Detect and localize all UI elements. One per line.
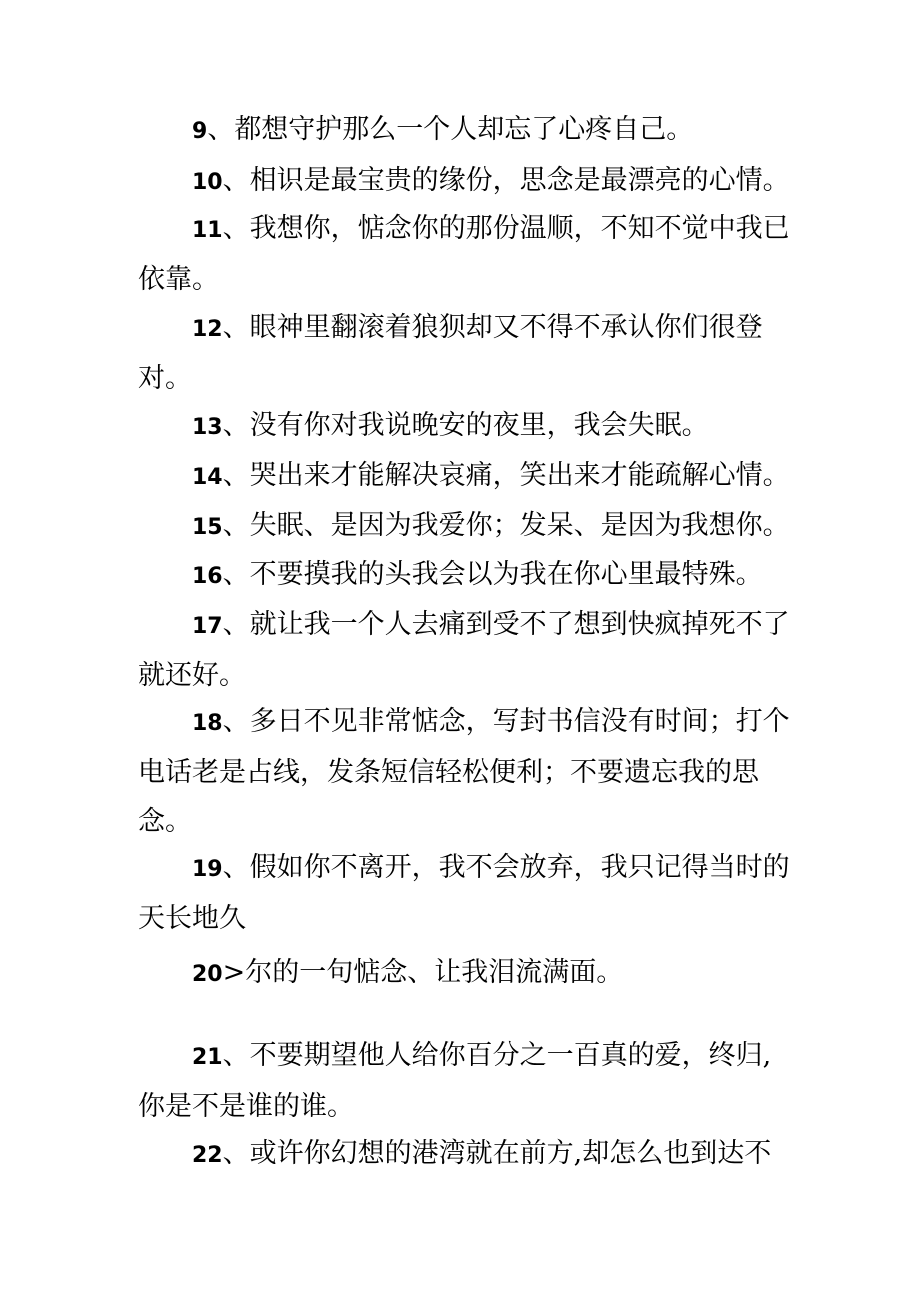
list-item: [138, 600, 798, 700]
item-separator: 、: [222, 213, 250, 244]
list-item: [138, 843, 798, 943]
item-text: 不要期望他人给你百分之一百真的爱，终归,你是不是谁的谁。: [138, 1040, 772, 1122]
item-separator: 、: [222, 559, 250, 590]
item-text: 都想守护那么一个人却忘了心疼自己。: [234, 114, 694, 145]
item-text: 眼神里翻滚着狼狈却又不得不承认你们很登对。: [138, 312, 763, 394]
item-separator: 、: [207, 114, 235, 145]
list-item: [138, 948, 798, 999]
item-text: 没有你对我说晚安的夜里，我会失眠。: [249, 410, 709, 441]
item-number: 9: [192, 119, 208, 144]
list-item: [138, 105, 798, 156]
item-separator: 、: [222, 510, 250, 541]
item-number: 13: [192, 415, 223, 440]
item-text: 假如你不离开，我不会放弃，我只记得当时的天长地久: [138, 852, 790, 934]
item-text: 失眠、是因为我爱你；发呆、是因为我想你。: [249, 510, 790, 541]
item-text: 就让我一个人去痛到受不了想到快疯掉死不了就还好。: [138, 609, 790, 691]
item-number: 15: [192, 515, 223, 540]
item-number: 11: [192, 218, 223, 243]
item-separator: 、: [222, 460, 250, 491]
list-item: [138, 550, 798, 601]
list-item: [138, 1129, 798, 1180]
item-text: 多日不见非常惦念，写封书信没有时间；打个电话老是占线，发条短信轻松便利；不要遗忘我的思念。: [138, 706, 790, 837]
item-number: 16: [192, 564, 223, 589]
item-separator: 、: [222, 1040, 250, 1071]
list-item: [138, 204, 798, 304]
item-separator: 、: [222, 609, 250, 640]
item-separator: 、: [222, 1138, 250, 1169]
item-text: 不要摸我的头我会以为我在你心里最特殊。: [249, 559, 763, 590]
item-number: 20: [192, 962, 223, 987]
item-separator: 、: [222, 312, 250, 343]
list-item: [138, 501, 798, 552]
item-separator: 、: [222, 165, 250, 196]
item-number: 18: [192, 711, 223, 736]
item-number: 21: [192, 1045, 223, 1070]
list-item: [138, 451, 798, 502]
list-item: [138, 697, 798, 846]
item-number: 17: [192, 614, 223, 639]
item-text: 哭出来才能解决哀痛，笑出来才能疏解心情。: [249, 460, 790, 491]
item-number: 14: [192, 465, 223, 490]
item-text: 尔的一句惦念、让我泪流满面。: [245, 957, 624, 988]
item-text: 我想你，惦念你的那份温顺，不知不觉中我已依靠。: [138, 213, 790, 295]
item-separator: 、: [222, 852, 250, 883]
item-text: 或许你幻想的港湾就在前方,却怎么也到达不: [249, 1138, 772, 1169]
item-number: 19: [192, 857, 223, 882]
list-item: [138, 303, 798, 403]
item-number: 10: [192, 170, 223, 195]
item-number: 22: [192, 1143, 223, 1168]
list-item: [138, 401, 798, 452]
item-separator: 、: [222, 706, 250, 737]
item-text: 相识是最宝贵的缘份，思念是最漂亮的心情。: [249, 165, 790, 196]
list-item: [138, 1031, 798, 1131]
item-separator: >: [222, 957, 246, 988]
item-number: 12: [192, 317, 223, 342]
item-separator: 、: [222, 410, 250, 441]
list-item: [138, 156, 798, 207]
